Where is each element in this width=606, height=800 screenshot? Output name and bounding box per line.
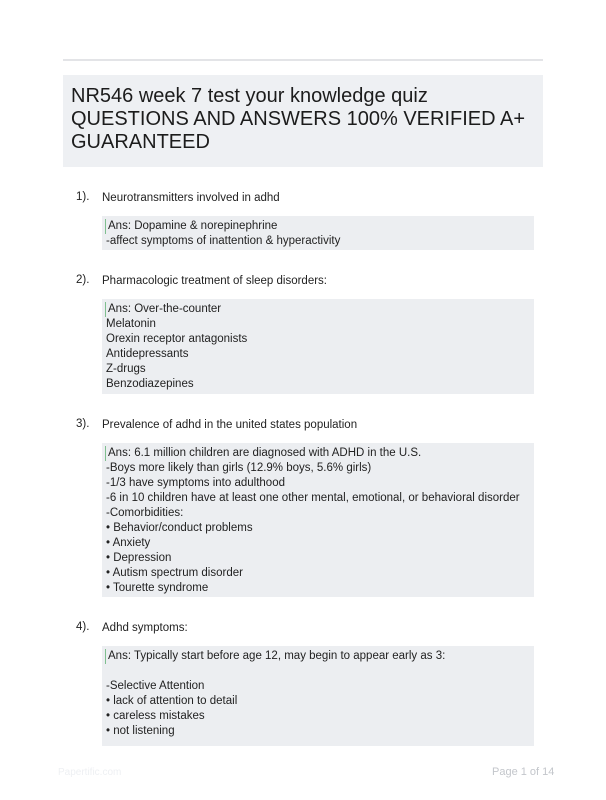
answer-line: -Comorbidities: xyxy=(106,507,184,519)
question-number: 4). xyxy=(76,621,90,633)
answer-line: -Selective Attention xyxy=(106,680,205,692)
document-title-box xyxy=(63,75,543,167)
answer-line: • careless mistakes xyxy=(106,710,205,722)
answer-line: Ans: Dopamine & norepinephrine xyxy=(105,219,530,234)
answer-line: Ans: Over-the-counter xyxy=(105,302,530,317)
answer-line: • Tourette syndrome xyxy=(106,582,209,594)
answer-line: -1/3 have symptoms into adulthood xyxy=(106,477,285,489)
document-title-line: QUESTIONS AND ANSWERS 100% VERIFIED A+ xyxy=(71,108,526,130)
answer-line: Antidepressants xyxy=(106,348,189,360)
question-number: 1). xyxy=(76,191,90,203)
answer-line: • Behavior/conduct problems xyxy=(106,522,253,534)
answer-box xyxy=(102,443,534,597)
question-text: Adhd symptoms: xyxy=(102,622,188,634)
answer-line: -Boys more likely than girls (12.9% boys, 5.6% girls) xyxy=(106,462,372,474)
question-number: 3). xyxy=(76,418,90,430)
answer-line: Z-drugs xyxy=(106,363,146,375)
top-divider xyxy=(63,59,543,61)
answer-line: Orexin receptor antagonists xyxy=(106,333,248,345)
answer-line: Melatonin xyxy=(106,318,156,330)
question-text: Pharmacologic treatment of sleep disorders: xyxy=(102,275,327,287)
answer-line: • lack of attention to detail xyxy=(106,695,238,707)
answer-line: • not listening xyxy=(106,725,175,737)
answer-line: • Anxiety xyxy=(106,537,151,549)
answer-box xyxy=(102,646,534,746)
answer-line: Ans: Typically start before age 12, may begin to appear early as 3: xyxy=(105,649,530,664)
answer-line: -6 in 10 children have at least one other mental, emotional, or behavioral disorder xyxy=(106,492,520,504)
watermark-text: Papertific.com xyxy=(58,767,122,778)
document-title-line: GUARANTEED xyxy=(71,131,210,153)
page-number-label: Page 1 of 14 xyxy=(492,766,555,778)
question-number: 2). xyxy=(76,274,90,286)
answer-line xyxy=(106,664,530,679)
question-text: Neurotransmitters involved in adhd xyxy=(102,192,280,204)
answer-line: -affect symptoms of inattention & hyperactivity xyxy=(106,235,341,247)
answer-line: Benzodiazepines xyxy=(106,378,194,390)
answer-line: Ans: 6.1 million children are diagnosed with ADHD in the U.S. xyxy=(105,446,530,461)
answer-line: • Autism spectrum disorder xyxy=(106,567,243,579)
answer-line: • Depression xyxy=(106,552,172,564)
answer-box xyxy=(102,299,534,394)
question-text: Prevalence of adhd in the united states population xyxy=(102,419,358,431)
document-title-line: NR546 week 7 test your knowledge quiz xyxy=(71,85,428,107)
answer-box xyxy=(102,216,534,250)
